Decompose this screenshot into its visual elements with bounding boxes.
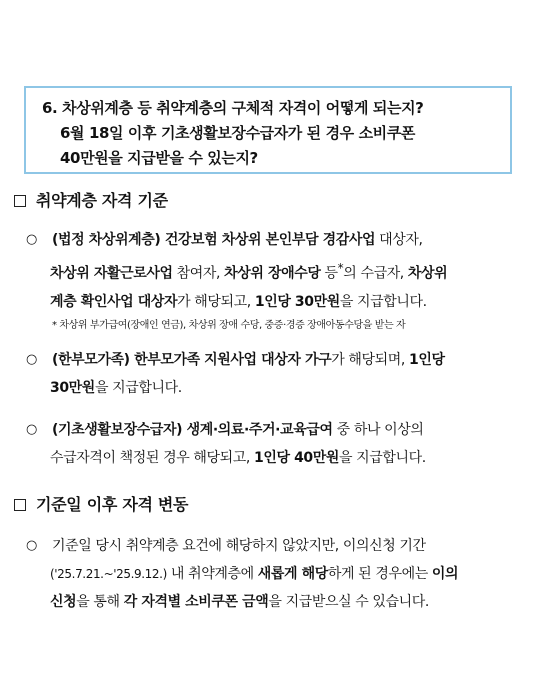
item-line: 계층 확인사업 대상자가 해당되고, 1인당 30만원을 지급합니다. xyxy=(50,293,427,310)
item-line: (법정 차상위계층) 건강보험 차상위 본인부담 경감사업 대상자, xyxy=(52,232,423,248)
footnote: * 차상위 부가급여(장애인 연금), 차상위 장애 수당, 중증·경증 장애아동수당을 받는 자 xyxy=(52,319,406,331)
item-line: (기초생활보장수급자) 생계·의료·주거·교육급여 중 하나 이상의 xyxy=(52,422,424,438)
item-line: ('25.7.21.~'25.9.12.) 내 취약계층에 새롭게 해당하게 된 경우에는 이의 xyxy=(50,566,459,582)
question-line-1: 6. 차상위계층 등 취약계층의 구체적 자격이 어떻게 되는지? xyxy=(42,99,424,117)
question-line-3: 40만원을 지급받을 수 있는지? xyxy=(60,149,258,167)
question-line-2: 6월 18일 이후 기초생활보장수급자가 된 경우 소비쿠폰 xyxy=(60,124,415,142)
question-box xyxy=(24,86,512,174)
list-item-appeal xyxy=(26,532,526,616)
circle-bullet-icon: ○ xyxy=(26,422,37,437)
circle-bullet-icon: ○ xyxy=(26,538,37,553)
section-heading-eligibility xyxy=(14,188,168,211)
circle-bullet-icon: ○ xyxy=(26,352,37,367)
list-item-basic-livelihood xyxy=(26,416,526,472)
item-line: 차상위 자활근로사업 참여자, 차상위 장애수당 등*의 수급자, 차상위 xyxy=(50,261,448,282)
item-line: 30만원을 지급합니다. xyxy=(50,380,182,396)
item-line: (한부모가족) 한부모가족 지원사업 대상자 가구가 해당되며, 1인당 xyxy=(52,352,445,368)
section-heading-status-change xyxy=(14,492,188,515)
list-item-near-poverty xyxy=(26,226,526,336)
item-line: 수급자격이 책정된 경우 해당되고, 1인당 40만원을 지급합니다. xyxy=(50,450,426,466)
square-bullet-icon xyxy=(14,195,26,207)
circle-bullet-icon: ○ xyxy=(26,232,37,247)
list-item-single-parent xyxy=(26,346,526,402)
section-title: 기준일 이후 자격 변동 xyxy=(36,495,189,514)
item-line: 기준일 당시 취약계층 요건에 해당하지 않았지만, 이의신청 기간 xyxy=(52,538,426,554)
square-bullet-icon xyxy=(14,499,26,511)
section-title: 취약계층 자격 기준 xyxy=(36,191,168,210)
item-line: 신청을 통해 각 자격별 소비쿠폰 금액을 지급받으실 수 있습니다. xyxy=(50,594,429,610)
